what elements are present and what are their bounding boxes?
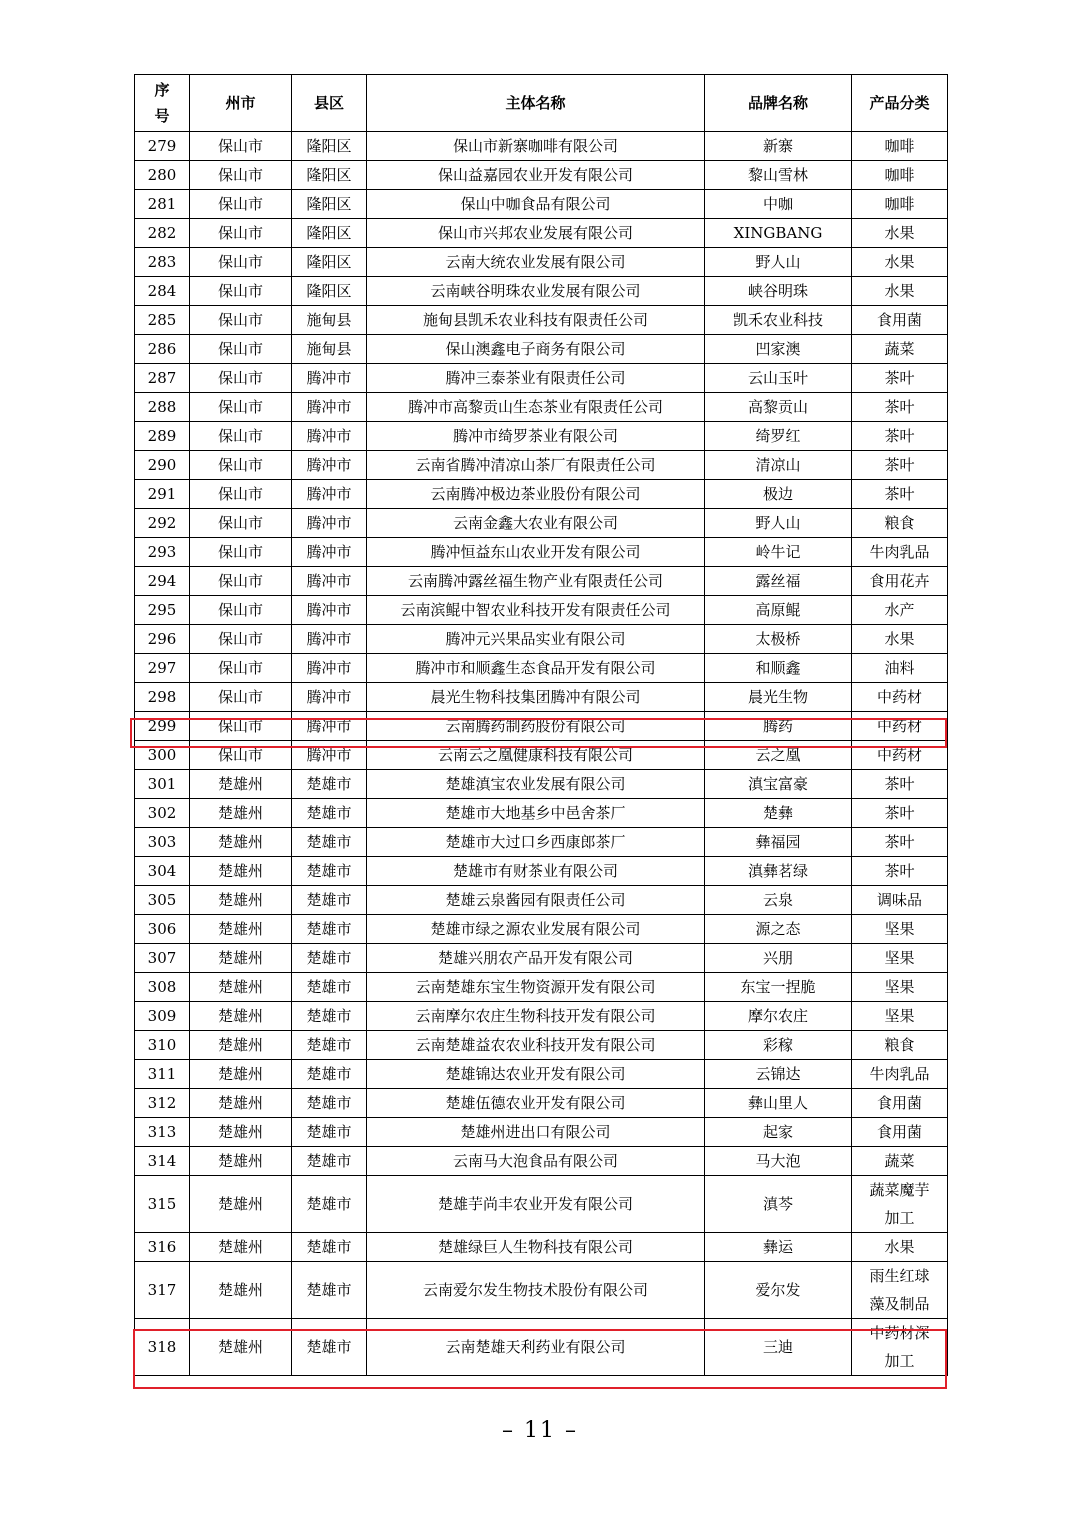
cell-brand-name: 和顺鑫 — [705, 654, 852, 683]
cell-product-category: 茶叶 — [852, 799, 948, 828]
cell-index: 280 — [135, 161, 190, 190]
cell-product-category: 食用菌 — [852, 1089, 948, 1118]
cell-product-category: 水产 — [852, 596, 948, 625]
cell-brand-name: 彩稼 — [705, 1031, 852, 1060]
cell-product-category: 茶叶 — [852, 422, 948, 451]
cell-county: 楚雄市 — [292, 1176, 367, 1233]
cell-prefecture: 保山市 — [190, 161, 292, 190]
cell-entity-name: 腾冲恒益东山农业开发有限公司 — [367, 538, 705, 567]
cell-entity-name: 楚雄市大地基乡中邑舍茶厂 — [367, 799, 705, 828]
table-row — [135, 1089, 948, 1118]
cell-index: 297 — [135, 654, 190, 683]
cell-county: 施甸县 — [292, 306, 367, 335]
cell-county: 楚雄市 — [292, 1147, 367, 1176]
cell-index: 307 — [135, 944, 190, 973]
cell-entity-name: 腾冲元兴果品实业有限公司 — [367, 625, 705, 654]
cell-brand-name: 凹家澳 — [705, 335, 852, 364]
cell-index: 300 — [135, 741, 190, 770]
cell-product-category: 中药材 — [852, 683, 948, 712]
cell-entity-name: 楚雄绿巨人生物科技有限公司 — [367, 1233, 705, 1262]
cell-prefecture: 保山市 — [190, 190, 292, 219]
cell-entity-name: 云南大统农业发展有限公司 — [367, 248, 705, 277]
cell-index: 301 — [135, 770, 190, 799]
cell-index: 286 — [135, 335, 190, 364]
cell-entity-name: 楚雄兴朋农产品开发有限公司 — [367, 944, 705, 973]
cell-prefecture: 楚雄州 — [190, 1089, 292, 1118]
cell-prefecture: 楚雄州 — [190, 1262, 292, 1319]
cell-county: 楚雄市 — [292, 973, 367, 1002]
cell-product-category: 粮食 — [852, 509, 948, 538]
cell-product-category: 蔬菜 — [852, 1147, 948, 1176]
cell-brand-name: 高黎贡山 — [705, 393, 852, 422]
cell-brand-name: 滇宝富豪 — [705, 770, 852, 799]
cell-entity-name: 楚雄滇宝农业发展有限公司 — [367, 770, 705, 799]
cell-county: 楚雄市 — [292, 1031, 367, 1060]
cell-county: 楚雄市 — [292, 1118, 367, 1147]
cell-entity-name: 楚雄市有财茶业有限公司 — [367, 857, 705, 886]
table-row — [135, 451, 948, 480]
cell-prefecture: 保山市 — [190, 248, 292, 277]
cell-prefecture: 保山市 — [190, 451, 292, 480]
cell-index: 295 — [135, 596, 190, 625]
cell-brand-name: 彝运 — [705, 1233, 852, 1262]
table-row — [135, 1031, 948, 1060]
header-entity-name: 主体名称 — [367, 75, 705, 132]
cell-index: 317 — [135, 1262, 190, 1319]
cell-index: 313 — [135, 1118, 190, 1147]
cell-product-category: 雨生红球 藻及制品 — [852, 1262, 948, 1319]
cell-brand-name: 中咖 — [705, 190, 852, 219]
cell-product-category: 茶叶 — [852, 828, 948, 857]
table-row — [135, 857, 948, 886]
cell-prefecture: 楚雄州 — [190, 1319, 292, 1376]
cell-entity-name: 保山市兴邦农业发展有限公司 — [367, 219, 705, 248]
cell-entity-name: 云南马大泡食品有限公司 — [367, 1147, 705, 1176]
cell-entity-name: 保山益嘉园农业开发有限公司 — [367, 161, 705, 190]
table-row — [135, 248, 948, 277]
cell-brand-name: 起家 — [705, 1118, 852, 1147]
table-body — [135, 132, 948, 1376]
table-row — [135, 422, 948, 451]
cell-brand-name: 野人山 — [705, 248, 852, 277]
cell-county: 腾冲市 — [292, 625, 367, 654]
cell-county: 隆阳区 — [292, 132, 367, 161]
cell-brand-name: XINGBANG — [705, 219, 852, 248]
table-row — [135, 741, 948, 770]
cell-county: 楚雄市 — [292, 1089, 367, 1118]
cell-county: 腾冲市 — [292, 683, 367, 712]
cell-index: 282 — [135, 219, 190, 248]
cell-prefecture: 保山市 — [190, 393, 292, 422]
cell-product-category: 坚果 — [852, 944, 948, 973]
cell-county: 隆阳区 — [292, 219, 367, 248]
cell-brand-name: 云锦达 — [705, 1060, 852, 1089]
header-prefecture: 州市 — [190, 75, 292, 132]
cell-entity-name: 云南摩尔农庄生物科技开发有限公司 — [367, 1002, 705, 1031]
cell-prefecture: 楚雄州 — [190, 1147, 292, 1176]
cell-entity-name: 楚雄云泉酱园有限责任公司 — [367, 886, 705, 915]
cell-index: 279 — [135, 132, 190, 161]
cell-product-category: 咖啡 — [852, 161, 948, 190]
cell-prefecture: 保山市 — [190, 277, 292, 306]
cell-brand-name: 兴朋 — [705, 944, 852, 973]
cell-entity-name: 晨光生物科技集团腾冲有限公司 — [367, 683, 705, 712]
table-row — [135, 480, 948, 509]
cell-index: 294 — [135, 567, 190, 596]
table-row — [135, 1262, 948, 1319]
cell-entity-name: 云南楚雄东宝生物资源开发有限公司 — [367, 973, 705, 1002]
cell-entity-name: 腾冲三泰茶业有限责任公司 — [367, 364, 705, 393]
cell-prefecture: 保山市 — [190, 306, 292, 335]
cell-product-category: 坚果 — [852, 1002, 948, 1031]
cell-brand-name: 峡谷明珠 — [705, 277, 852, 306]
cell-county: 腾冲市 — [292, 596, 367, 625]
cell-index: 303 — [135, 828, 190, 857]
cell-entity-name: 云南腾冲极边茶业股份有限公司 — [367, 480, 705, 509]
cell-product-category: 油料 — [852, 654, 948, 683]
cell-county: 楚雄市 — [292, 886, 367, 915]
cell-prefecture: 保山市 — [190, 422, 292, 451]
cell-prefecture: 保山市 — [190, 219, 292, 248]
cell-entity-name: 云南金鑫大农业有限公司 — [367, 509, 705, 538]
cell-prefecture: 楚雄州 — [190, 886, 292, 915]
cell-county: 腾冲市 — [292, 567, 367, 596]
cell-entity-name: 云南爱尔发生物技术股份有限公司 — [367, 1262, 705, 1319]
cell-index: 285 — [135, 306, 190, 335]
cell-brand-name: 源之态 — [705, 915, 852, 944]
cell-entity-name: 保山中咖食品有限公司 — [367, 190, 705, 219]
cell-brand-name: 楚彝 — [705, 799, 852, 828]
header-product-category: 产品分类 — [852, 75, 948, 132]
table-row — [135, 683, 948, 712]
cell-product-category: 茶叶 — [852, 770, 948, 799]
cell-product-category: 咖啡 — [852, 132, 948, 161]
cell-prefecture: 楚雄州 — [190, 915, 292, 944]
cell-brand-name: 腾药 — [705, 712, 852, 741]
cell-brand-name: 野人山 — [705, 509, 852, 538]
cell-county: 隆阳区 — [292, 190, 367, 219]
table-row — [135, 1233, 948, 1262]
cell-entity-name: 腾冲市和顺鑫生态食品开发有限公司 — [367, 654, 705, 683]
table-row — [135, 1176, 948, 1233]
cell-entity-name: 楚雄市大过口乡西康郎茶厂 — [367, 828, 705, 857]
cell-county: 隆阳区 — [292, 277, 367, 306]
table-row — [135, 509, 948, 538]
cell-prefecture: 楚雄州 — [190, 1176, 292, 1233]
cell-product-category: 水果 — [852, 277, 948, 306]
cell-county: 楚雄市 — [292, 944, 367, 973]
cell-county: 腾冲市 — [292, 654, 367, 683]
page-number: – 11 – — [502, 1418, 578, 1443]
cell-county: 隆阳区 — [292, 161, 367, 190]
cell-index: 314 — [135, 1147, 190, 1176]
cell-product-category: 水果 — [852, 248, 948, 277]
cell-brand-name: 云泉 — [705, 886, 852, 915]
cell-prefecture: 保山市 — [190, 480, 292, 509]
cell-county: 腾冲市 — [292, 451, 367, 480]
table-row — [135, 567, 948, 596]
table-row — [135, 770, 948, 799]
cell-index: 298 — [135, 683, 190, 712]
cell-county: 施甸县 — [292, 335, 367, 364]
cell-index: 291 — [135, 480, 190, 509]
cell-prefecture: 楚雄州 — [190, 1060, 292, 1089]
cell-product-category: 食用花卉 — [852, 567, 948, 596]
cell-product-category: 茶叶 — [852, 393, 948, 422]
table-row — [135, 828, 948, 857]
cell-entity-name: 腾冲市绮罗茶业有限公司 — [367, 422, 705, 451]
table-row — [135, 306, 948, 335]
cell-prefecture: 楚雄州 — [190, 1031, 292, 1060]
cell-index: 315 — [135, 1176, 190, 1233]
cell-product-category: 茶叶 — [852, 451, 948, 480]
cell-index: 310 — [135, 1031, 190, 1060]
cell-prefecture: 保山市 — [190, 596, 292, 625]
cell-index: 293 — [135, 538, 190, 567]
cell-product-category: 中药材 — [852, 741, 948, 770]
cell-entity-name: 施甸县凯禾农业科技有限责任公司 — [367, 306, 705, 335]
cell-brand-name: 清凉山 — [705, 451, 852, 480]
cell-prefecture: 保山市 — [190, 132, 292, 161]
cell-county: 楚雄市 — [292, 799, 367, 828]
header-brand-name: 品牌名称 — [705, 75, 852, 132]
cell-entity-name: 楚雄芋尚丰农业开发有限公司 — [367, 1176, 705, 1233]
cell-brand-name: 露丝福 — [705, 567, 852, 596]
cell-prefecture: 保山市 — [190, 712, 292, 741]
table-row — [135, 1319, 948, 1376]
cell-index: 309 — [135, 1002, 190, 1031]
cell-county: 楚雄市 — [292, 1262, 367, 1319]
cell-product-category: 食用菌 — [852, 306, 948, 335]
cell-county: 腾冲市 — [292, 741, 367, 770]
cell-county: 楚雄市 — [292, 1233, 367, 1262]
cell-entity-name: 云南楚雄天利药业有限公司 — [367, 1319, 705, 1376]
cell-index: 308 — [135, 973, 190, 1002]
cell-index: 281 — [135, 190, 190, 219]
cell-prefecture: 楚雄州 — [190, 1118, 292, 1147]
cell-index: 290 — [135, 451, 190, 480]
cell-index: 312 — [135, 1089, 190, 1118]
cell-entity-name: 楚雄市绿之源农业发展有限公司 — [367, 915, 705, 944]
cell-product-category: 蔬菜 — [852, 335, 948, 364]
cell-prefecture: 保山市 — [190, 567, 292, 596]
cell-index: 318 — [135, 1319, 190, 1376]
cell-index: 305 — [135, 886, 190, 915]
cell-product-category: 蔬菜魔芋 加工 — [852, 1176, 948, 1233]
cell-brand-name: 摩尔农庄 — [705, 1002, 852, 1031]
table-header-row — [135, 75, 948, 132]
cell-brand-name: 爱尔发 — [705, 1262, 852, 1319]
cell-product-category: 牛肉乳品 — [852, 538, 948, 567]
cell-county: 隆阳区 — [292, 248, 367, 277]
cell-county: 腾冲市 — [292, 712, 367, 741]
cell-county: 腾冲市 — [292, 538, 367, 567]
cell-entity-name: 云南腾药制药股份有限公司 — [367, 712, 705, 741]
cell-brand-name: 三迪 — [705, 1319, 852, 1376]
table-row — [135, 712, 948, 741]
header-index: 序 号 — [135, 75, 190, 132]
cell-brand-name: 绮罗红 — [705, 422, 852, 451]
cell-prefecture: 楚雄州 — [190, 828, 292, 857]
cell-brand-name: 滇彝茗绿 — [705, 857, 852, 886]
cell-brand-name: 滇芩 — [705, 1176, 852, 1233]
cell-county: 腾冲市 — [292, 364, 367, 393]
table-row — [135, 335, 948, 364]
cell-entity-name: 腾冲市高黎贡山生态茶业有限责任公司 — [367, 393, 705, 422]
cell-index: 288 — [135, 393, 190, 422]
cell-index: 311 — [135, 1060, 190, 1089]
table-row — [135, 1147, 948, 1176]
cell-prefecture: 楚雄州 — [190, 770, 292, 799]
cell-brand-name: 马大泡 — [705, 1147, 852, 1176]
cell-index: 283 — [135, 248, 190, 277]
cell-product-category: 水果 — [852, 1233, 948, 1262]
table-row — [135, 132, 948, 161]
cell-county: 腾冲市 — [292, 422, 367, 451]
table-row — [135, 596, 948, 625]
table-row — [135, 1002, 948, 1031]
table-row — [135, 190, 948, 219]
cell-county: 腾冲市 — [292, 393, 367, 422]
cell-county: 楚雄市 — [292, 828, 367, 857]
table-row — [135, 219, 948, 248]
cell-brand-name: 彝福园 — [705, 828, 852, 857]
cell-brand-name: 凯禾农业科技 — [705, 306, 852, 335]
enterprise-brand-table — [134, 74, 948, 1376]
cell-prefecture: 楚雄州 — [190, 799, 292, 828]
cell-prefecture: 楚雄州 — [190, 973, 292, 1002]
cell-entity-name: 云南省腾冲清凉山茶厂有限责任公司 — [367, 451, 705, 480]
cell-county: 楚雄市 — [292, 1060, 367, 1089]
cell-prefecture: 保山市 — [190, 364, 292, 393]
table-row — [135, 538, 948, 567]
table-row — [135, 393, 948, 422]
cell-index: 284 — [135, 277, 190, 306]
cell-product-category: 坚果 — [852, 973, 948, 1002]
cell-prefecture: 保山市 — [190, 538, 292, 567]
cell-index: 304 — [135, 857, 190, 886]
table-row — [135, 364, 948, 393]
cell-product-category: 调味品 — [852, 886, 948, 915]
cell-entity-name: 云南楚雄益农农业科技开发有限公司 — [367, 1031, 705, 1060]
cell-entity-name: 保山市新寨咖啡有限公司 — [367, 132, 705, 161]
cell-entity-name: 云南滨鲲中智农业科技开发有限责任公司 — [367, 596, 705, 625]
cell-brand-name: 太极桥 — [705, 625, 852, 654]
table-row — [135, 973, 948, 1002]
cell-brand-name: 云之凰 — [705, 741, 852, 770]
cell-county: 腾冲市 — [292, 480, 367, 509]
cell-index: 302 — [135, 799, 190, 828]
table-row — [135, 625, 948, 654]
cell-entity-name: 云南峡谷明珠农业发展有限公司 — [367, 277, 705, 306]
cell-product-category: 茶叶 — [852, 480, 948, 509]
cell-product-category: 茶叶 — [852, 364, 948, 393]
table-row — [135, 1060, 948, 1089]
cell-brand-name: 黎山雪林 — [705, 161, 852, 190]
cell-product-category: 食用菌 — [852, 1118, 948, 1147]
table-row — [135, 915, 948, 944]
cell-index: 296 — [135, 625, 190, 654]
cell-product-category: 坚果 — [852, 915, 948, 944]
header-county: 县区 — [292, 75, 367, 132]
cell-entity-name: 云南云之凰健康科技有限公司 — [367, 741, 705, 770]
cell-product-category: 粮食 — [852, 1031, 948, 1060]
cell-county: 腾冲市 — [292, 509, 367, 538]
cell-brand-name: 高原鲲 — [705, 596, 852, 625]
cell-prefecture: 保山市 — [190, 509, 292, 538]
cell-index: 306 — [135, 915, 190, 944]
cell-entity-name: 楚雄锦达农业开发有限公司 — [367, 1060, 705, 1089]
table-row — [135, 654, 948, 683]
table-row — [135, 944, 948, 973]
table-row — [135, 161, 948, 190]
cell-product-category: 牛肉乳品 — [852, 1060, 948, 1089]
cell-entity-name: 云南腾冲露丝福生物产业有限责任公司 — [367, 567, 705, 596]
cell-entity-name: 楚雄州进出口有限公司 — [367, 1118, 705, 1147]
table-row — [135, 799, 948, 828]
cell-prefecture: 保山市 — [190, 625, 292, 654]
cell-product-category: 水果 — [852, 625, 948, 654]
cell-county: 楚雄市 — [292, 1002, 367, 1031]
cell-prefecture: 楚雄州 — [190, 1233, 292, 1262]
cell-prefecture: 楚雄州 — [190, 857, 292, 886]
cell-county: 楚雄市 — [292, 1319, 367, 1376]
cell-product-category: 中药材深 加工 — [852, 1319, 948, 1376]
table-row — [135, 1118, 948, 1147]
cell-brand-name: 极边 — [705, 480, 852, 509]
table-row — [135, 886, 948, 915]
cell-product-category: 茶叶 — [852, 857, 948, 886]
table-row — [135, 277, 948, 306]
cell-county: 楚雄市 — [292, 915, 367, 944]
cell-brand-name: 晨光生物 — [705, 683, 852, 712]
cell-product-category: 中药材 — [852, 712, 948, 741]
cell-index: 292 — [135, 509, 190, 538]
cell-prefecture: 保山市 — [190, 654, 292, 683]
cell-prefecture: 保山市 — [190, 741, 292, 770]
cell-brand-name: 岭牛记 — [705, 538, 852, 567]
cell-county: 楚雄市 — [292, 770, 367, 799]
cell-product-category: 咖啡 — [852, 190, 948, 219]
cell-index: 287 — [135, 364, 190, 393]
cell-product-category: 水果 — [852, 219, 948, 248]
cell-county: 楚雄市 — [292, 857, 367, 886]
cell-brand-name: 云山玉叶 — [705, 364, 852, 393]
cell-prefecture: 楚雄州 — [190, 1002, 292, 1031]
cell-brand-name: 新寨 — [705, 132, 852, 161]
cell-prefecture: 保山市 — [190, 683, 292, 712]
cell-index: 289 — [135, 422, 190, 451]
cell-entity-name: 楚雄伍德农业开发有限公司 — [367, 1089, 705, 1118]
cell-prefecture: 保山市 — [190, 335, 292, 364]
cell-brand-name: 东宝一捏脆 — [705, 973, 852, 1002]
cell-entity-name: 保山澳鑫电子商务有限公司 — [367, 335, 705, 364]
cell-index: 299 — [135, 712, 190, 741]
cell-prefecture: 楚雄州 — [190, 944, 292, 973]
cell-index: 316 — [135, 1233, 190, 1262]
cell-brand-name: 彝山里人 — [705, 1089, 852, 1118]
